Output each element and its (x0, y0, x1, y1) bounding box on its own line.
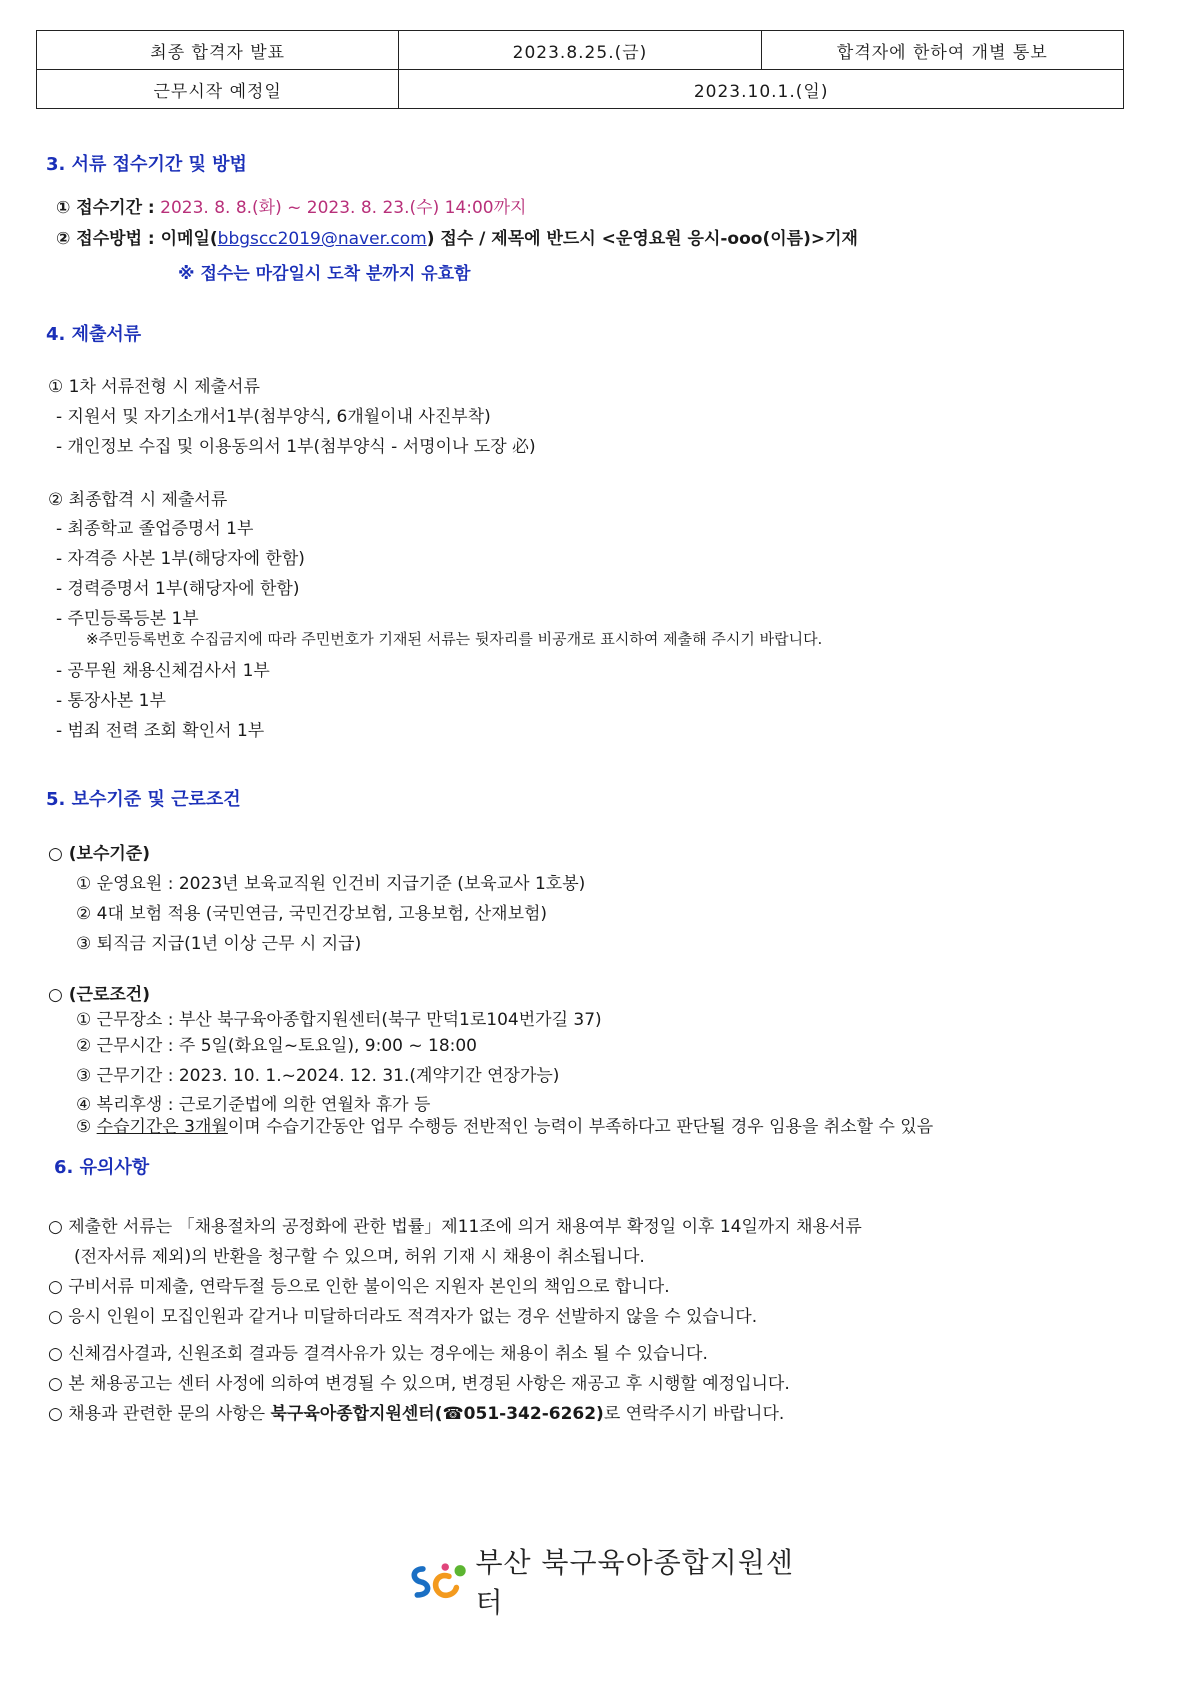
table-cell: 2023.8.25.(금) (399, 31, 761, 70)
footer-logo (408, 1546, 798, 1619)
list-item: - 지원서 및 자기소개서1부(첨부양식, 6개월이내 사진부착) (56, 407, 491, 427)
list-item: - 범죄 전력 조회 확인서 1부 (56, 721, 265, 741)
list-item: - 통장사본 1부 (56, 691, 166, 711)
list-item: - 자격증 사본 1부(해당자에 한함) (56, 549, 305, 569)
list-item: ② 4대 보험 적용 (국민연금, 국민건강보험, 고용보험, 산재보험) (76, 904, 548, 924)
table-cell: 근무시작 예정일 (37, 70, 399, 109)
list-item: ③ 근무기간 : 2023. 10. 1.~2024. 12. 31.(계약기간 연장가능) (76, 1066, 560, 1086)
center-name: 부산 북구육아종합지원센터 (475, 1546, 794, 1619)
list-item: - 공무원 채용신체검사서 1부 (56, 661, 270, 681)
pay-standard-title: ○ (보수기준) (48, 844, 150, 864)
list-item: ○ 본 채용공고는 센터 사정에 의하여 변경될 수 있으며, 변경된 사항은 재공고 후 시행할 예정입니다. (48, 1374, 790, 1394)
section-5-heading: 5. 보수기준 및 근로조건 (46, 789, 241, 810)
list-item: ○ 신체검사결과, 신원조회 결과등 결격사유가 있는 경우에는 채용이 취소 될 수 있습니다. (48, 1344, 708, 1364)
list-item: ③ 퇴직금 지급(1년 이상 근무 시 지급) (76, 934, 362, 954)
receipt-method-label: ② 접수방법 : 이메일( (56, 229, 218, 249)
probation-period: 수습기간은 3개월 (96, 1117, 228, 1137)
list-item: ○ 구비서류 미제출, 연락두절 등으로 인한 불이익은 지원자 본인의 책임으로 합니다. (48, 1277, 670, 1297)
receipt-method-rest: ) 접수 / 제목에 반드시 <운영요원 응시-ooo(이름)>기재 (426, 229, 858, 249)
probation-prefix: ⑤ (76, 1117, 97, 1137)
table-cell: 2023.10.1.(일) (399, 70, 1124, 109)
contact-line (48, 1399, 784, 1424)
list-item: - 개인정보 수집 및 이용동의서 1부(첨부양식 - 서명이나 도장 必) (56, 437, 536, 457)
receipt-method-line (56, 224, 858, 249)
table-row (37, 31, 1124, 70)
list-item: - 최종학교 졸업증명서 1부 (56, 519, 254, 539)
resident-number-note: ※주민등록번호 수집금지에 따라 주민번호가 기재된 서류는 뒷자리를 비공개로 표시하여 제출해 주시기 바랍니다. (86, 630, 823, 648)
work-conditions-title: ○ (근로조건) (48, 985, 150, 1005)
probation-line (76, 1112, 933, 1137)
list-item: - 경력증명서 1부(해당자에 한함) (56, 579, 300, 599)
list-item: ② 최종합격 시 제출서류 (48, 490, 228, 510)
list-item: ④ 복리후생 : 근로기준법에 의한 연월차 휴가 등 (76, 1095, 431, 1115)
section-6-heading: 6. 유의사항 (54, 1157, 150, 1178)
section-4-heading: 4. 제출서류 (46, 324, 142, 345)
table-row (37, 70, 1124, 109)
list-item: ① 운영요원 : 2023년 보육교직원 인건비 지급기준 (보육교사 1호봉) (76, 874, 586, 894)
list-item: - 주민등록등본 1부 (56, 609, 199, 629)
receipt-period-value: 2023. 8. 8.(화) ~ 2023. 8. 23.(수) 14:00까지 (160, 198, 527, 218)
probation-rest: 이며 수습기간동안 업무 수행등 전반적인 능력이 부족하다고 판단될 경우 임용을 취소할 수 있음 (227, 1117, 934, 1137)
list-item: ① 1차 서류전형 시 제출서류 (48, 377, 260, 397)
list-item: ① 근무장소 : 부산 북구육아종합지원센터(북구 만덕1로104번가길 37) (76, 1010, 602, 1030)
email-link[interactable]: bbgscc2019@naver.com (217, 229, 427, 249)
table-cell: 최종 합격자 발표 (37, 31, 399, 70)
center-logo-icon (408, 1556, 469, 1606)
list-item: ○ 제출한 서류는 「채용절차의 공정화에 관한 법률」제11조에 의거 채용여부 확정일 이후 14일까지 채용서류 (48, 1217, 862, 1237)
schedule-table (36, 30, 1124, 109)
contact-center-phone: 북구육아종합지원센터(☎051-342-6262) (270, 1404, 604, 1424)
contact-suffix: 로 연락주시기 바랍니다. (603, 1404, 785, 1424)
receipt-period-line (56, 193, 526, 218)
list-item: ○ 응시 인원이 모집인원과 같거나 미달하더라도 적격자가 없는 경우 선발하지 않을 수 있습니다. (48, 1307, 758, 1327)
deadline-note: ※ 접수는 마감일시 도착 분까지 유효함 (178, 264, 471, 284)
list-item: (전자서류 제외)의 반환을 청구할 수 있으며, 허위 기재 시 채용이 취소됩니다. (74, 1247, 645, 1267)
list-item: ② 근무시간 : 주 5일(화요일~토요일), 9:00 ~ 18:00 (76, 1036, 477, 1056)
section-3-heading: 3. 서류 접수기간 및 방법 (46, 154, 247, 175)
contact-prefix: ○ 채용과 관련한 문의 사항은 (48, 1404, 271, 1424)
receipt-period-label: ① 접수기간 : (56, 198, 155, 218)
table-cell: 합격자에 한하여 개별 통보 (761, 31, 1123, 70)
